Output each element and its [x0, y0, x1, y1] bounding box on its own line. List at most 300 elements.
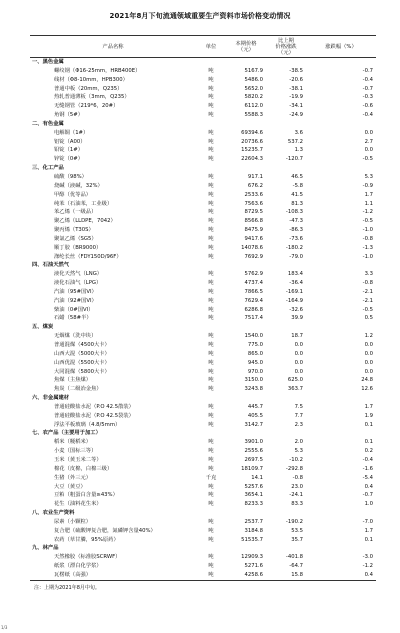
change-pct-cell: 0.2	[364, 448, 373, 455]
price-change-cell: 2.3	[294, 421, 303, 428]
change-pct-cell: 1.7	[364, 403, 373, 410]
product-name-cell: 铅锭（1#）	[54, 147, 83, 154]
change-pct-cell: -1.6	[362, 465, 373, 472]
table-row	[30, 341, 376, 350]
section-row	[30, 58, 376, 67]
unit-cell: 吨	[208, 297, 214, 304]
price-cell: 8475.9	[244, 227, 263, 234]
price-change-cell: -19.9	[289, 94, 303, 101]
section-row	[30, 164, 376, 173]
unit-cell: 吨	[208, 227, 214, 234]
table-row	[30, 456, 376, 465]
header-unit: 单位	[196, 36, 226, 58]
unit-cell: 吨	[208, 518, 214, 525]
header-change: 比上期 价格涨跌 （元）	[266, 36, 306, 58]
unit-cell: 吨	[208, 209, 214, 216]
unit-cell: 吨	[208, 403, 214, 410]
table-row	[30, 536, 376, 545]
table-row	[30, 244, 376, 253]
product-name-cell: 石蜡（58#半）	[54, 315, 92, 322]
change-pct-cell: 1.7	[364, 527, 373, 534]
page-title: 2021年8月下旬流通领域重要生产资料市场价格变动情况	[109, 12, 291, 20]
table-row	[30, 67, 376, 76]
product-name-cell: 甲醇（优等品）	[54, 191, 92, 198]
table-row	[30, 129, 376, 138]
table-row	[30, 518, 376, 527]
change-pct-cell: -0.7	[362, 67, 373, 74]
change-pct-cell: 0.0	[364, 129, 373, 136]
product-name-cell: 普通混煤（4500大卡）	[54, 342, 110, 348]
unit-cell: 吨	[208, 112, 214, 119]
price-cell: 917.1	[247, 173, 263, 180]
change-pct-cell: 1.2	[364, 333, 373, 340]
unit-cell: 千克	[205, 474, 217, 481]
product-name-cell: 线材（Φ8-10mm，HPB300）	[54, 76, 128, 83]
price-cell: 865.0	[247, 350, 263, 357]
unit-cell: 吨	[208, 527, 214, 534]
price-cell: 5271.6	[244, 563, 263, 570]
section-row	[30, 429, 376, 438]
change-pct-cell: -0.8	[362, 235, 373, 242]
price-cell: 4258.6	[226, 571, 266, 580]
table-row	[30, 208, 376, 217]
price-cell: 775.0	[247, 342, 263, 348]
product-name-cell: 螺纹钢（Φ16-25mm，HRB400E）	[54, 67, 141, 74]
table-row	[30, 173, 376, 182]
price-cell: 20736.6	[241, 138, 263, 145]
price-cell: 6112.0	[244, 103, 263, 110]
unit-cell: 吨	[208, 306, 214, 313]
price-change-cell: -0.8	[292, 474, 303, 481]
change-pct-cell: -1.2	[362, 209, 373, 216]
section-title: 六、非金属建材	[32, 395, 70, 402]
change-pct-cell: -0.5	[362, 306, 373, 313]
table-body	[30, 58, 376, 581]
table-row	[30, 191, 376, 200]
price-change-cell: -38.1	[289, 85, 303, 92]
unit-cell: 吨	[208, 76, 214, 83]
unit-cell: 吨	[208, 350, 214, 357]
unit-cell: 吨	[208, 501, 214, 508]
product-name-cell: 聚丙烯（T30S）	[54, 227, 94, 234]
table-row	[30, 368, 376, 377]
table-row	[30, 85, 376, 94]
change-pct-cell: -1.0	[362, 227, 373, 234]
product-name-cell: 液化天然气（LNG）	[54, 271, 103, 278]
product-name-cell: 稻米（粳稻米）	[54, 439, 92, 446]
product-name-cell: 大同混煤（5800大卡）	[54, 368, 110, 375]
price-cell: 2533.6	[244, 191, 263, 198]
price-cell: 51535.7	[241, 536, 263, 543]
unit-cell: 吨	[208, 412, 214, 419]
unit-cell: 吨	[208, 271, 214, 278]
unit-cell: 吨	[208, 465, 214, 472]
section-title: 八、农业生产资料	[32, 510, 75, 517]
section-title: 七、农产品（主要用于加工）	[32, 430, 101, 437]
product-name-cell: 浮法平板玻璃（4.8/5mm）	[54, 421, 121, 428]
product-name-cell: 生猪（外三元）	[54, 474, 92, 481]
price-change-cell: -86.3	[289, 227, 303, 234]
product-name-cell: 汽油（92#国VI）	[54, 297, 97, 304]
unit-cell: 吨	[208, 439, 214, 446]
product-name-cell: 聚氯乙烯（SG5）	[54, 235, 97, 242]
product-name-cell: 花生（油料花生米）	[54, 501, 102, 508]
price-cell: 405.5	[247, 412, 263, 419]
table-row	[30, 403, 376, 412]
change-pct-cell: -0.5	[362, 156, 373, 163]
price-change-cell: -24.9	[289, 112, 303, 119]
price-change-cell: 83.3	[291, 501, 303, 508]
price-change-cell: -120.7	[285, 156, 303, 163]
table-row	[30, 350, 376, 359]
price-cell: 6286.8	[244, 306, 263, 313]
price-change-cell: 0.0	[294, 359, 303, 366]
price-change-cell: 81.3	[291, 200, 303, 207]
price-cell: 1540.0	[244, 333, 263, 340]
price-cell: 5820.2	[244, 94, 263, 101]
product-name-cell: 无缝钢管（219*6，20#）	[54, 103, 119, 110]
change-pct-cell: -1.3	[362, 244, 373, 251]
price-change-cell: 537.2	[287, 138, 303, 145]
unit-cell: 吨	[208, 377, 214, 384]
change-pct-cell: -0.9	[362, 182, 373, 189]
unit-cell: 吨	[208, 244, 214, 251]
change-pct-cell: 3.3	[364, 271, 373, 278]
change-pct-cell: 1.7	[364, 191, 373, 198]
unit-cell: 吨	[196, 571, 226, 580]
change-pct-cell: 5.3	[364, 173, 373, 180]
price-change-cell: 23.0	[291, 483, 303, 490]
table-header	[30, 36, 376, 58]
price-change-cell: 7.7	[294, 412, 303, 419]
price-cell: 2697.5	[244, 456, 263, 463]
price-cell: 3243.8	[244, 386, 263, 393]
change-pct-cell: 1.0	[364, 501, 373, 508]
price-cell: 7517.4	[244, 315, 263, 322]
product-name-cell: 电解铜（1#）	[54, 129, 89, 136]
product-name-cell: 复合肥（硫酸钾复合肥，氮磷钾含量40%）	[54, 527, 156, 534]
price-cell: 9417.6	[244, 235, 263, 242]
price-cell: 14.1	[251, 474, 263, 481]
price-change-cell: -73.6	[289, 235, 303, 242]
price-cell: 676.2	[247, 182, 263, 189]
table-row	[30, 102, 376, 111]
table-row	[30, 474, 376, 483]
product-name-cell: 铝锭（A00）	[54, 138, 86, 145]
price-cell: 14078.6	[241, 244, 263, 251]
price-cell: 8233.3	[244, 501, 263, 508]
product-name-cell: 焦煤（主焦煤）	[54, 377, 92, 384]
footnote: 注：上期为2021年8月中旬。	[34, 585, 100, 591]
change-pct-cell: 0.4	[306, 571, 376, 580]
section-row	[30, 323, 376, 332]
price-cell: 2555.6	[244, 448, 263, 455]
price-cell: 7563.6	[244, 200, 263, 207]
unit-cell: 吨	[208, 333, 214, 340]
price-cell: 7692.9	[244, 253, 263, 260]
product-name-cell: 山西大混（5000大卡）	[54, 350, 110, 357]
product-name-cell: 硫酸（98%）	[54, 173, 87, 180]
unit-cell: 吨	[208, 448, 214, 455]
change-pct-cell: -0.6	[362, 103, 373, 110]
product-name-cell: 苯乙烯（一级品）	[54, 209, 97, 216]
table-row	[30, 93, 376, 102]
price-change-cell: 15.8	[266, 571, 306, 580]
table-row	[30, 200, 376, 209]
table-row	[30, 314, 376, 323]
price-change-cell: -5.8	[292, 182, 303, 189]
unit-cell: 吨	[208, 492, 214, 499]
price-change-cell: 41.5	[291, 191, 303, 198]
section-row	[30, 120, 376, 129]
price-change-cell: 363.7	[287, 386, 303, 393]
header-product-name: 产品名称	[30, 36, 196, 58]
unit-cell: 吨	[208, 67, 214, 74]
change-pct-cell: -7.0	[362, 518, 373, 525]
unit-cell: 吨	[208, 421, 214, 428]
change-pct-cell: -0.7	[362, 492, 373, 499]
price-change-cell: -79.0	[289, 253, 303, 260]
table-row	[30, 500, 376, 509]
price-cell: 7866.5	[244, 288, 263, 295]
unit-cell: 吨	[208, 191, 214, 198]
table-row	[30, 359, 376, 368]
table-row	[30, 297, 376, 306]
change-pct-cell: 0.4	[364, 483, 373, 490]
product-name-cell: 豆粕（粗蛋白含量≥43%）	[54, 492, 118, 499]
price-change-cell: -34.1	[289, 103, 303, 110]
product-name-cell: 顺丁胶（BR9000）	[54, 244, 102, 251]
section-row	[30, 544, 376, 553]
product-name-cell: 尿素（小颗粒）	[54, 518, 92, 525]
unit-cell: 吨	[208, 85, 214, 92]
unit-cell: 吨	[208, 483, 214, 490]
price-change-cell: 5.3	[294, 448, 303, 455]
table-row	[30, 182, 376, 191]
price-cell: 8729.5	[244, 209, 263, 216]
product-name-cell: 小麦（国标三等）	[54, 448, 97, 455]
price-cell: 18109.7	[241, 465, 263, 472]
change-pct-cell: 24.8	[361, 377, 373, 384]
price-cell: 5762.9	[244, 271, 263, 278]
unit-cell: 吨	[208, 563, 214, 570]
table-row	[30, 527, 376, 536]
price-cell: 3150.0	[244, 377, 263, 384]
product-name-cell: 纯苯（石油苯，工业级）	[54, 200, 113, 207]
price-cell: 12909.3	[241, 554, 263, 561]
price-change-cell: 53.5	[291, 527, 303, 534]
change-pct-cell: 2.7	[364, 138, 373, 145]
change-pct-cell: -0.5	[362, 218, 373, 225]
change-pct-cell: -0.7	[362, 85, 373, 92]
unit-cell: 吨	[208, 280, 214, 287]
product-name-cell: 农药（草甘膦，95%原药）	[54, 536, 119, 543]
change-pct-cell: 0.0	[364, 359, 373, 366]
price-change-cell: -401.8	[285, 554, 303, 561]
unit-cell: 吨	[208, 182, 214, 189]
price-change-cell: -190.2	[285, 518, 303, 525]
price-change-cell: -164.9	[285, 297, 303, 304]
section-title: 九、林产品	[32, 545, 59, 552]
price-change-cell: -292.8	[285, 465, 303, 472]
header-price: 本期价格 （元）	[226, 36, 266, 58]
table-row	[30, 571, 376, 580]
product-name-cell: 涤纶长丝（FDY150D/96F）	[54, 253, 122, 260]
price-cell: 5257.6	[244, 483, 263, 490]
price-change-cell: 18.7	[291, 333, 303, 340]
unit-cell: 吨	[208, 315, 214, 322]
section-row	[30, 509, 376, 518]
change-pct-cell: -5.4	[362, 474, 373, 481]
change-pct-cell: -0.3	[362, 94, 373, 101]
table-row	[30, 270, 376, 279]
price-change-cell: -24.1	[289, 492, 303, 499]
section-title: 二、有色金属	[32, 120, 64, 127]
unit-cell: 吨	[208, 94, 214, 101]
product-name-cell: 天然橡胶（标准胶SCRWF）	[54, 554, 121, 561]
product-name-cell: 柴油（0#国VI）	[54, 306, 94, 313]
price-change-cell: 0.0	[294, 368, 303, 375]
price-change-cell: -64.7	[289, 563, 303, 570]
product-name-cell: 热轧普通薄板（3mm，Q235）	[54, 94, 130, 101]
unit-cell: 吨	[208, 129, 214, 136]
change-pct-cell: 0.1	[364, 439, 373, 446]
unit-cell: 吨	[208, 536, 214, 543]
price-change-cell: -10.2	[289, 456, 303, 463]
change-pct-cell: 12.6	[361, 386, 373, 393]
price-change-cell: -108.3	[285, 209, 303, 216]
product-name-cell: 大豆（黄豆）	[54, 483, 86, 490]
product-name-cell: 聚乙烯（LLDPE，7042）	[54, 218, 116, 225]
section-row	[30, 394, 376, 403]
product-name-cell: 汽油（95#国VI）	[54, 288, 97, 295]
table-row	[30, 438, 376, 447]
change-pct-cell: -0.8	[362, 280, 373, 287]
change-pct-cell: 0.0	[364, 368, 373, 375]
change-pct-cell: 1.9	[364, 412, 373, 419]
product-name-cell: 玉米（黄玉米二等）	[54, 456, 102, 463]
price-cell: 5486.0	[244, 76, 263, 83]
section-title: 三、化工产品	[32, 165, 64, 172]
unit-cell: 吨	[208, 342, 214, 348]
price-cell: 5588.3	[244, 112, 263, 119]
change-pct-cell: -1.0	[362, 253, 373, 260]
price-change-cell: 3.6	[294, 129, 303, 136]
table-row	[30, 235, 376, 244]
table-row	[30, 288, 376, 297]
table-row	[30, 421, 376, 430]
table-row	[30, 376, 376, 385]
price-change-cell: -32.6	[289, 306, 303, 313]
unit-cell: 吨	[208, 156, 214, 163]
change-pct-cell: -0.4	[362, 76, 373, 83]
price-change-cell: -38.5	[289, 67, 303, 74]
unit-cell: 吨	[208, 368, 214, 375]
product-name-cell: 普通硅酸盐水泥（P.O 42.5袋装）	[54, 412, 134, 419]
unit-cell: 吨	[208, 288, 214, 295]
table-row	[30, 146, 376, 155]
change-pct-cell: 0.0	[364, 147, 373, 154]
section-title: 一、黑色金属	[32, 59, 64, 65]
change-pct-cell: 0.5	[364, 315, 373, 322]
price-change-cell: -20.6	[289, 76, 303, 83]
unit-cell: 吨	[208, 138, 214, 145]
change-pct-cell: -1.2	[362, 563, 373, 570]
product-name-cell: 焦炭（二级冶金焦）	[54, 386, 102, 393]
product-name-cell: 山西优混（5500大卡）	[54, 359, 110, 366]
table-row	[30, 217, 376, 226]
change-pct-cell: -3.0	[362, 554, 373, 561]
unit-cell: 吨	[208, 147, 214, 154]
price-cell: 3184.8	[244, 527, 263, 534]
table-row	[30, 483, 376, 492]
unit-cell: 吨	[208, 554, 214, 561]
price-cell: 4737.4	[244, 280, 263, 287]
change-pct-cell: 0.1	[364, 536, 373, 543]
price-cell: 5652.0	[244, 85, 263, 92]
unit-cell: 吨	[208, 173, 214, 180]
unit-cell: 吨	[208, 218, 214, 225]
table-row	[30, 332, 376, 341]
price-change-cell: 39.9	[291, 315, 303, 322]
change-pct-cell: -0.4	[362, 456, 373, 463]
unit-cell: 吨	[208, 200, 214, 207]
price-cell: 3901.0	[244, 439, 263, 446]
price-change-cell: 625.0	[287, 377, 303, 384]
table-row	[30, 447, 376, 456]
table-row	[30, 491, 376, 500]
price-change-cell: 0.0	[294, 350, 303, 357]
price-cell: 3142.7	[244, 421, 263, 428]
price-cell: 69394.6	[241, 129, 263, 136]
table-row	[30, 76, 376, 85]
price-cell: 3654.1	[244, 492, 263, 499]
table-row	[30, 553, 376, 562]
change-pct-cell: 0.0	[364, 342, 373, 348]
price-change-cell: 35.7	[291, 536, 303, 543]
table-row	[30, 306, 376, 315]
product-name-cell: 液化石油气（LPG）	[54, 280, 102, 287]
price-table	[30, 35, 376, 581]
price-change-cell: 2.0	[294, 439, 303, 446]
table-row	[30, 279, 376, 288]
product-name-cell: 普通中板（20mm，Q235）	[54, 85, 123, 92]
page-number: 1/3	[1, 625, 8, 630]
unit-cell: 吨	[208, 386, 214, 393]
table-row	[30, 385, 376, 394]
change-pct-cell: -2.1	[362, 297, 373, 304]
table-row	[30, 562, 376, 571]
price-cell: 970.0	[247, 368, 263, 375]
unit-cell: 吨	[208, 359, 214, 366]
price-change-cell: -169.1	[285, 288, 303, 295]
product-name-cell: 瓦楞纸（高强）	[30, 571, 196, 580]
change-pct-cell: 0.1	[364, 421, 373, 428]
price-change-cell: 0.0	[294, 342, 303, 348]
section-title: 四、石油天然气	[32, 262, 70, 269]
price-change-cell: -36.4	[289, 280, 303, 287]
price-cell: 8566.8	[244, 218, 263, 225]
product-name-cell: 棉花（皮棉，白棉三级）	[54, 465, 113, 472]
price-cell: 945.0	[247, 359, 263, 366]
unit-cell: 吨	[208, 456, 214, 463]
section-row	[30, 261, 376, 270]
price-cell: 7629.4	[244, 297, 263, 304]
table-row	[30, 111, 376, 120]
table-row	[30, 226, 376, 235]
product-name-cell: 无烟煤（洗中块）	[54, 333, 97, 340]
price-change-cell: 46.5	[291, 173, 303, 180]
